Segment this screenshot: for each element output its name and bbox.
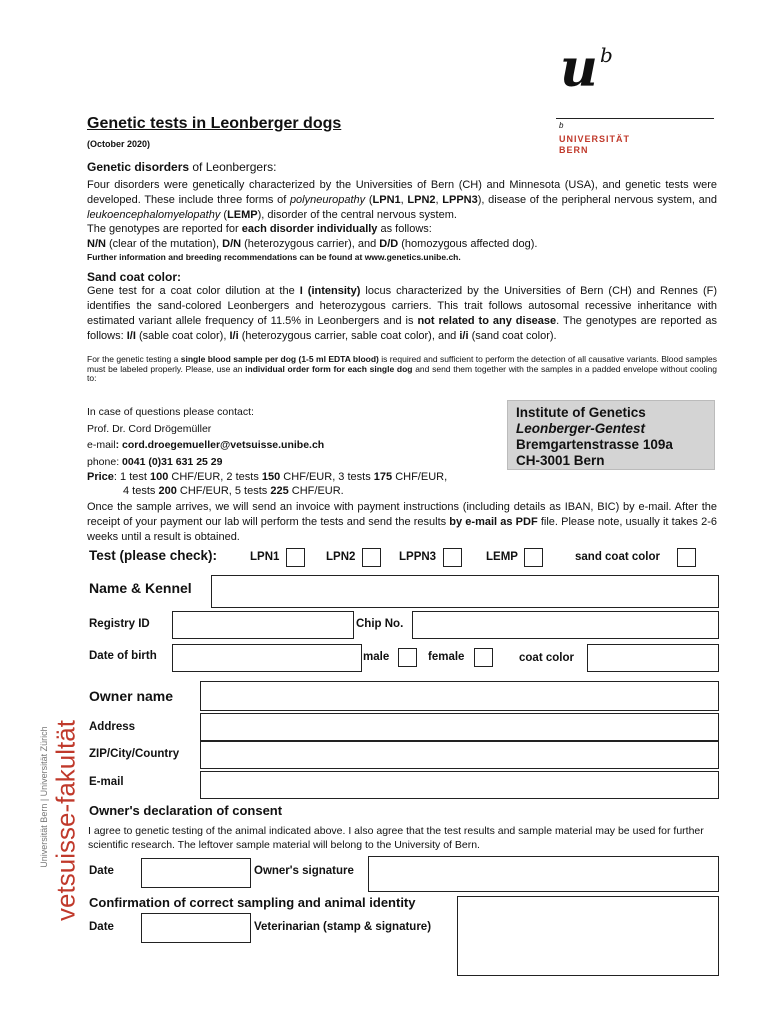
date-of-birth-label: Date of birth bbox=[89, 650, 157, 662]
zip-city-country-label: ZIP/City/Country bbox=[89, 748, 180, 760]
coat-color-field[interactable] bbox=[587, 644, 719, 672]
owner-name-field[interactable] bbox=[200, 681, 719, 711]
text: Four disorders were genetically characterized by the Universities of Bern (CH) and Minnesota (USA), and genetic tests were developed. These include three forms of bbox=[87, 179, 717, 206]
text: LPN1 bbox=[372, 194, 401, 206]
test-lpn2-checkbox[interactable] bbox=[362, 548, 381, 567]
test-lemp-checkbox[interactable] bbox=[524, 548, 543, 567]
logo-b: b bbox=[600, 43, 613, 67]
text: Once the sample arrives, we will send an invoice with payment instructions (including details as IBAN, BIC) by e-mail. After the receipt of your payment our lab will perform the tests and send the results bbox=[87, 501, 717, 528]
address-line-2: Leonberger-Gentest bbox=[516, 421, 646, 436]
genotype-line-2 bbox=[87, 237, 717, 252]
registry-id-field[interactable] bbox=[172, 611, 354, 639]
text: is required and sufficient to perform the detection of all causative variants. Blood samples must be labeled properly. Please, use an bbox=[87, 354, 718, 374]
zip-city-country-field[interactable] bbox=[200, 741, 719, 769]
consent-heading: Owner's declaration of consent bbox=[89, 803, 283, 818]
text: i/i bbox=[459, 330, 469, 342]
text: CHF/EUR. bbox=[288, 485, 344, 497]
consent-date-label: Date bbox=[89, 865, 114, 877]
text: The genotypes are reported for bbox=[87, 223, 242, 235]
page-date: (October 2020) bbox=[87, 139, 151, 149]
male-label: male bbox=[363, 651, 390, 663]
text: leukoencephalomyelopathy bbox=[87, 209, 221, 221]
test-lemp-label: LEMP bbox=[486, 551, 518, 563]
text: LEMP bbox=[227, 209, 258, 221]
text: 0041 (0)31 631 25 29 bbox=[122, 455, 223, 468]
invoice-paragraph bbox=[87, 500, 717, 545]
email-field[interactable] bbox=[200, 771, 719, 799]
text: , bbox=[400, 194, 408, 206]
contact-line-1: In case of questions please contact: bbox=[87, 406, 254, 418]
contact-block bbox=[87, 404, 324, 470]
test-lppn3-checkbox[interactable] bbox=[443, 548, 462, 567]
logo-u: u bbox=[560, 38, 598, 99]
text: polyneuropathy bbox=[289, 194, 366, 206]
text: D/N bbox=[222, 238, 242, 250]
sand-heading: Sand coat color: bbox=[87, 270, 182, 284]
text: ( bbox=[365, 194, 373, 206]
sand-paragraph bbox=[87, 284, 717, 344]
university-logo bbox=[556, 38, 636, 100]
text: . The genotypes are reported as follows: bbox=[87, 315, 718, 342]
address-field[interactable] bbox=[200, 713, 719, 741]
chip-no-field[interactable] bbox=[412, 611, 719, 639]
text: CHF/EUR, 3 tests bbox=[280, 471, 374, 483]
text: locus characterized by the Universities of Bern (CH) and Rennes (F) identifies the sand-colored Leonbergers and heterozygous carriers. This trait follows autosomal recessive inheritance with estimated variant allele frequency of 11.5% in Leonbergers and is bbox=[87, 285, 717, 327]
owner-signature-label: Owner's signature bbox=[254, 865, 354, 877]
logo-rule bbox=[556, 118, 714, 119]
text: (sable coat color), bbox=[135, 330, 230, 342]
chip-no-label: Chip No. bbox=[356, 618, 404, 630]
text: (sand coat color). bbox=[468, 330, 557, 342]
text: I (intensity) bbox=[299, 285, 361, 297]
sidebar-faculty-wordmark: vetsuisse-fakultät bbox=[50, 720, 81, 921]
test-lpn1-label: LPN1 bbox=[250, 551, 280, 563]
date-of-birth-field[interactable] bbox=[172, 644, 362, 672]
vet-date-label: Date bbox=[89, 921, 114, 933]
contact-phone bbox=[87, 454, 324, 471]
text: ), disease of the peripheral nervous system, and bbox=[477, 194, 717, 206]
email-link[interactable]: : cord.droegemueller@vetsuisse.unibe.ch bbox=[115, 439, 325, 451]
address-line-3: Bremgartenstrasse 109a bbox=[516, 437, 673, 452]
sidebar-small-text: Universität Bern | Universität Zürich bbox=[39, 726, 49, 868]
text: CHF/EUR, 5 tests bbox=[176, 485, 271, 497]
text: CHF/EUR, 2 tests bbox=[168, 471, 262, 483]
email-label: E-mail bbox=[89, 776, 124, 788]
text: I/i bbox=[229, 330, 239, 342]
text: phone: bbox=[87, 455, 123, 468]
text: (homozygous affected dog). bbox=[398, 238, 538, 250]
text: individual order form for each single dog bbox=[245, 363, 413, 374]
text: CHF/EUR, bbox=[392, 471, 448, 483]
text: and send them together with the samples in a padded envelope without cooling to: bbox=[87, 363, 717, 383]
text: (clear of the mutation), bbox=[105, 238, 223, 250]
tests-label: Test (please check): bbox=[89, 548, 218, 563]
owner-signature-field[interactable] bbox=[368, 856, 719, 892]
text: 225 bbox=[270, 485, 289, 497]
text: Gene test for a coat color dilution at the bbox=[87, 285, 300, 297]
sample-paragraph bbox=[87, 355, 717, 384]
page-title: Genetic tests in Leonberger dogs bbox=[87, 115, 342, 132]
text: , bbox=[435, 194, 443, 206]
text: single blood sample per dog (1-5 ml EDTA blood) bbox=[180, 354, 379, 364]
text: by e-mail as PDF bbox=[449, 516, 538, 528]
disorders-heading bbox=[87, 160, 276, 174]
disorders-paragraph bbox=[87, 178, 717, 223]
vet-signature-label: Veterinarian (stamp & signature) bbox=[254, 921, 432, 933]
text: 200 bbox=[158, 485, 177, 497]
text: (heterozygous carrier, sable coat color), and bbox=[238, 330, 460, 342]
price-line-2 bbox=[123, 485, 344, 497]
text: as follows: bbox=[377, 223, 432, 235]
consent-date-field[interactable] bbox=[141, 858, 251, 888]
vet-date-field[interactable] bbox=[141, 913, 251, 943]
text: ), disorder of the central nervous system. bbox=[257, 209, 457, 221]
coat-color-label: coat color bbox=[519, 652, 574, 664]
confirmation-heading: Confirmation of correct sampling and animal identity bbox=[89, 895, 416, 910]
logo-small-b: b bbox=[559, 121, 564, 130]
text: e-mail bbox=[87, 439, 116, 451]
text: D/D bbox=[379, 238, 399, 250]
text: : 1 test bbox=[113, 471, 150, 483]
consent-text: I agree to genetic testing of the animal indicated above. I also agree that the test results and sample material may be used for further scientific research. The leftover sample material will belong to the University of Bern. bbox=[88, 825, 704, 851]
test-sand-checkbox[interactable] bbox=[677, 548, 696, 567]
text: 150 bbox=[261, 471, 281, 483]
text: N/N bbox=[87, 238, 106, 250]
contact-line-2: Prof. Dr. Cord Drögemüller bbox=[87, 422, 212, 435]
text: Price bbox=[87, 471, 114, 483]
registry-id-label: Registry ID bbox=[89, 618, 150, 630]
test-sand-label: sand coat color bbox=[575, 551, 660, 563]
genotype-line-1 bbox=[87, 222, 717, 237]
shipping-address-box bbox=[507, 400, 715, 470]
text: LPN2 bbox=[407, 194, 436, 206]
female-checkbox[interactable] bbox=[474, 648, 493, 667]
text: ( bbox=[220, 209, 228, 221]
name-kennel-field[interactable] bbox=[211, 575, 719, 608]
disorders-heading-bold: Genetic disorders bbox=[87, 160, 190, 174]
male-checkbox[interactable] bbox=[398, 648, 417, 667]
text: (heterozygous carrier), and bbox=[241, 238, 380, 250]
test-lpn2-label: LPN2 bbox=[326, 551, 356, 563]
disorders-heading-rest: of Leonbergers: bbox=[189, 160, 277, 174]
owner-name-label: Owner name bbox=[89, 688, 174, 704]
text: 175 bbox=[373, 471, 393, 483]
text: file. Please note, usually it takes 2-6 weeks until a result is obtained. bbox=[87, 516, 717, 543]
text: each disorder individually bbox=[241, 223, 378, 235]
vet-signature-field[interactable] bbox=[457, 896, 719, 976]
text: not related to any disease bbox=[417, 315, 557, 327]
text: For the genetic testing a bbox=[87, 354, 181, 364]
female-label: female bbox=[428, 651, 465, 663]
text: I/I bbox=[126, 330, 136, 342]
address-line-1: Institute of Genetics bbox=[516, 405, 646, 420]
further-info: Further information and breeding recommendations can be found at www.genetics.unibe.ch. bbox=[87, 252, 461, 262]
price-line-1 bbox=[87, 471, 447, 483]
address-label: Address bbox=[89, 721, 136, 733]
text: LPPN3 bbox=[442, 194, 478, 206]
logo-name-2: BERN bbox=[559, 145, 589, 155]
test-lppn3-label: LPPN3 bbox=[399, 551, 437, 563]
address-line-4: CH-3001 Bern bbox=[516, 453, 605, 468]
test-lpn1-checkbox[interactable] bbox=[286, 548, 305, 567]
text: 4 tests bbox=[123, 485, 159, 497]
logo-name-1: UNIVERSITÄT bbox=[559, 134, 631, 144]
text: 100 bbox=[150, 471, 169, 483]
contact-email bbox=[87, 437, 324, 454]
name-kennel-label: Name & Kennel bbox=[89, 580, 192, 596]
